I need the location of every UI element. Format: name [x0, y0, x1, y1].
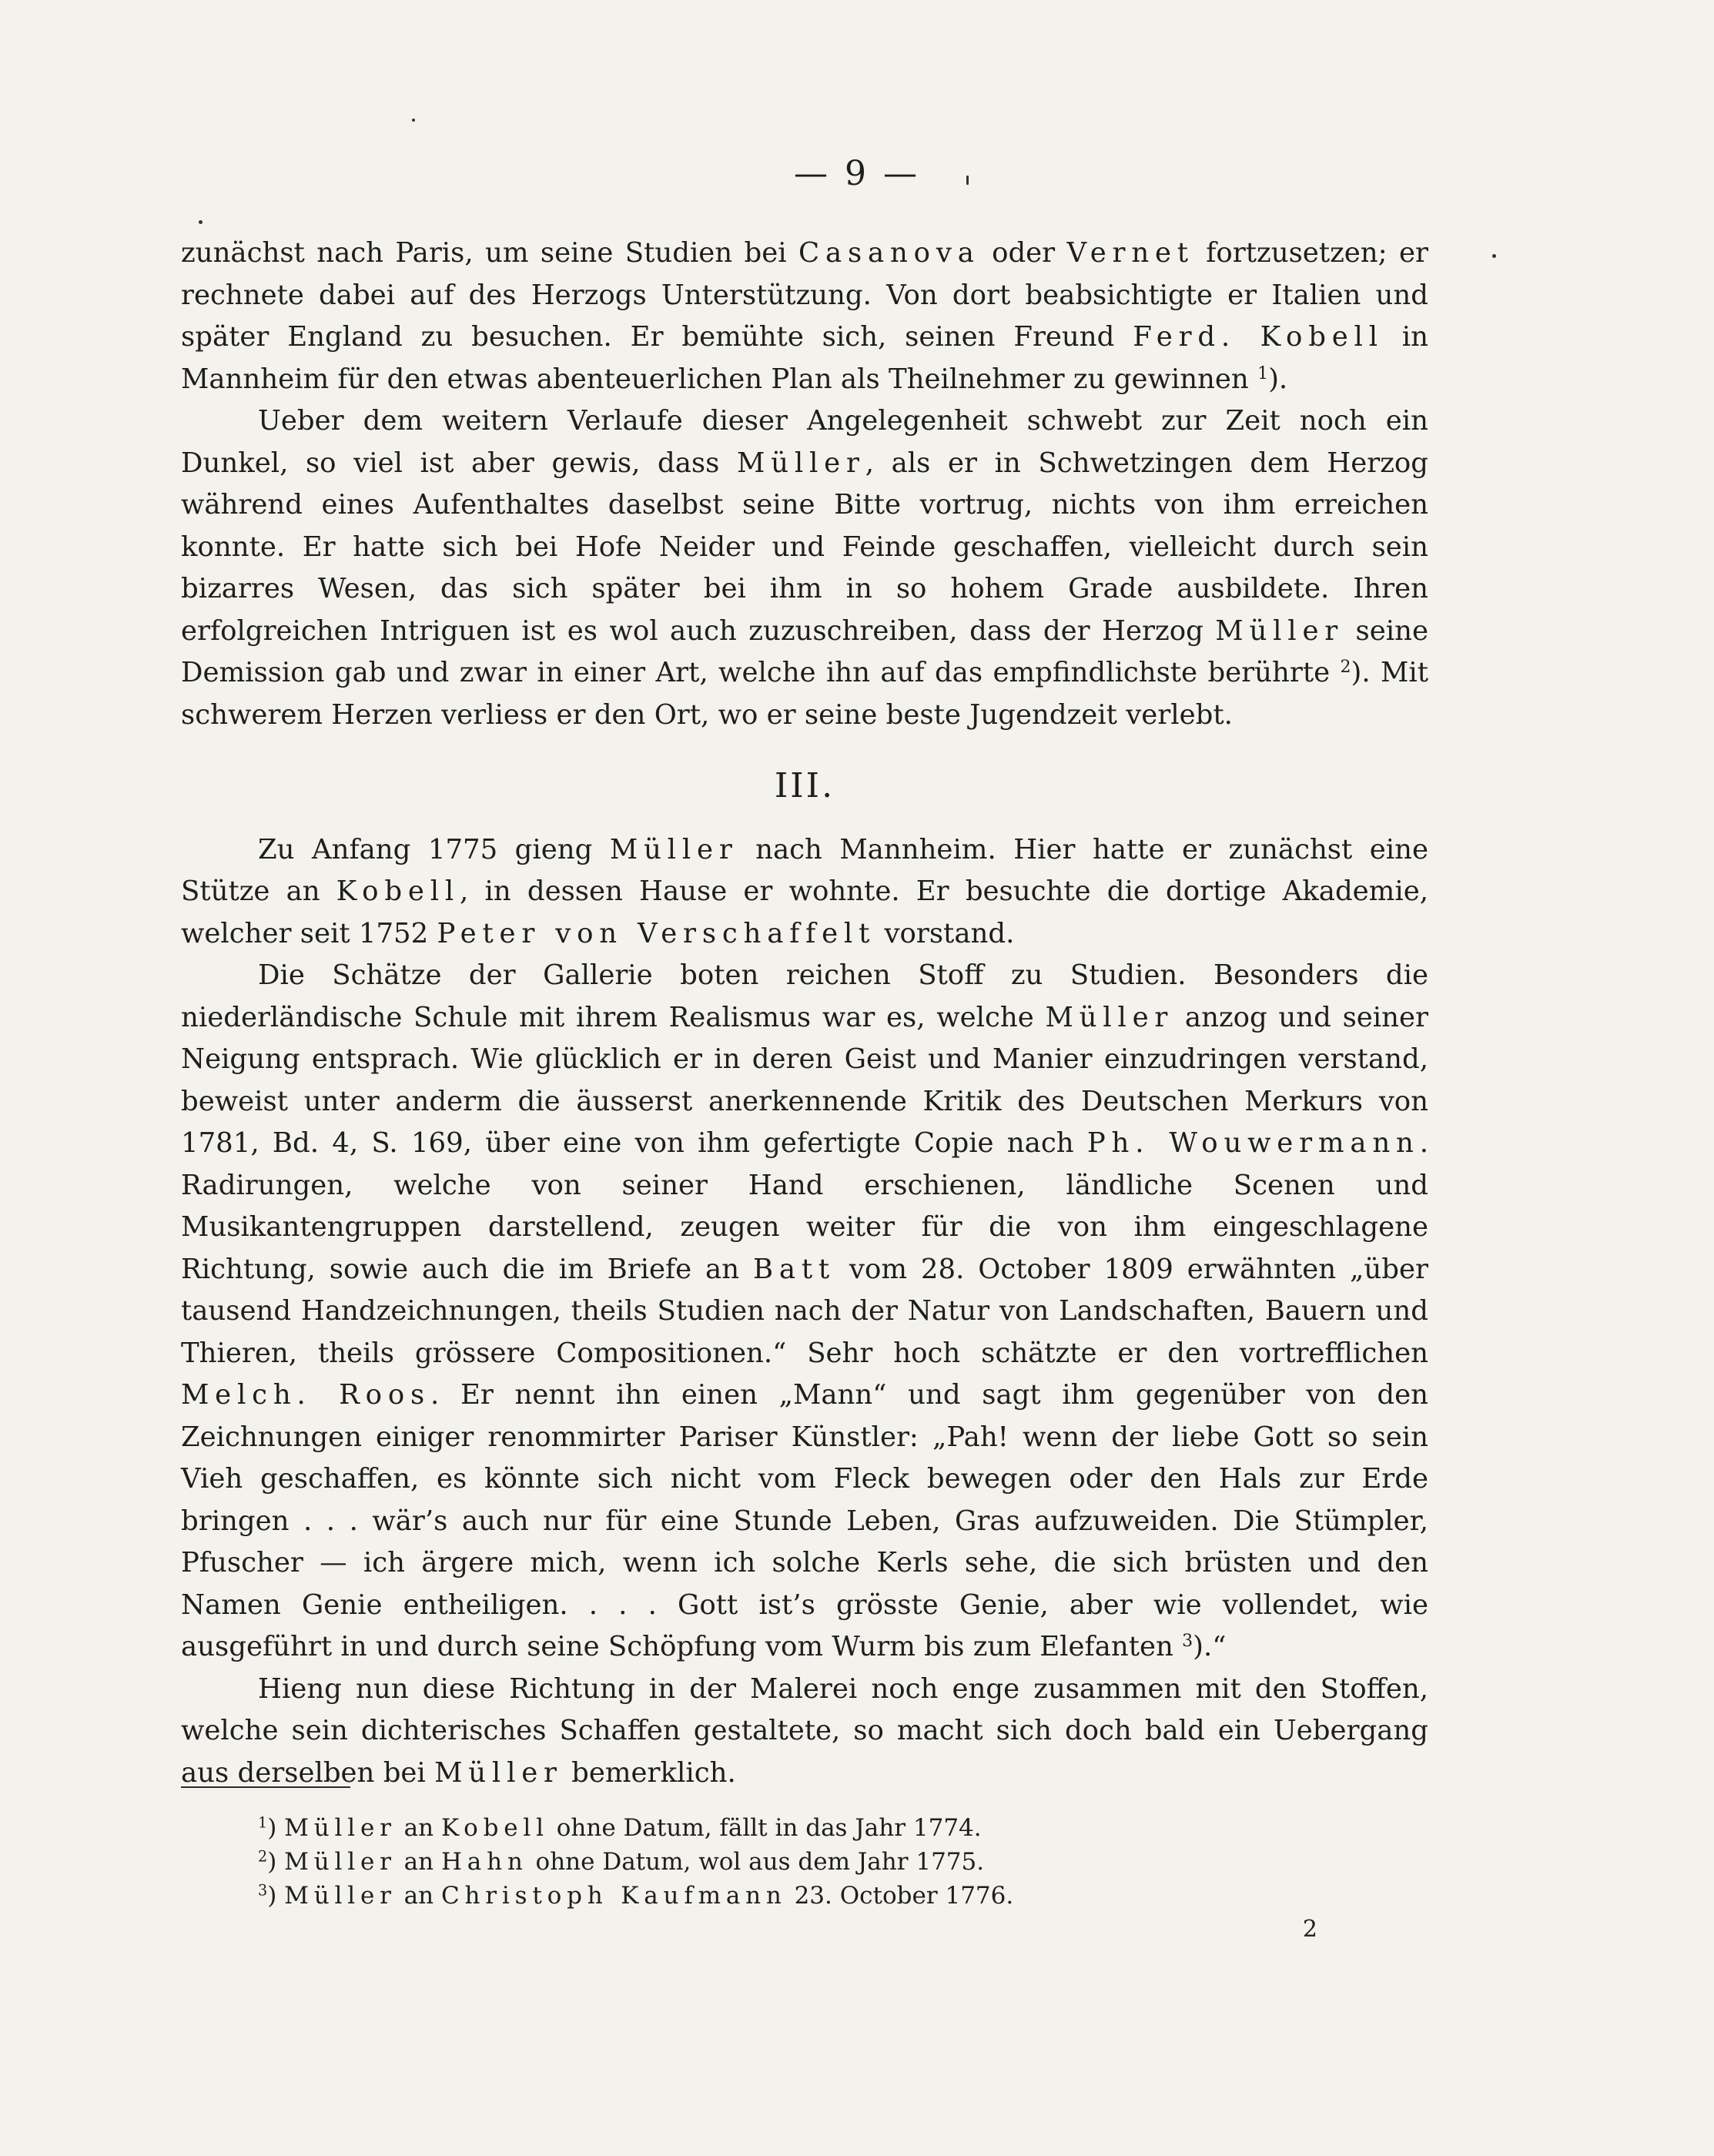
footnote-mark: 3 — [258, 1881, 268, 1900]
page-number: — 9 — — [794, 154, 920, 193]
spaced-name-kobell: Ferd. Kobell — [1133, 321, 1384, 353]
text-run: fortzusetzen; er rechnete dabei auf des Herzogs Unterstützung. Von dort beabsichtigte er Italien und später England zu besuchen. Er bemühte sich, seinen Freund — [181, 237, 1428, 353]
text-run: . Er nennt ihn einen „Mann“ und sagt ihm gegenüber von den Zeichnungen einiger renommirter Pariser Künstler: „Pah! wenn der liebe Gott so sein Vieh geschaffen, es könnte sich nicht vom Fleck bewegen oder den Hals zur Erde bringen . . . wär’s auch nur für eine Stunde Leben, Gras aufzuweiden. Die Stümpler, Pfuscher — ich ärgere mich, wenn ich solche Kerls sehe, die sich brüsten und den Namen Genie entheiligen. . . . Gott ist’s grösste Genie, aber wie vollendet, wie ausgeführt in und durch seine Schöpfung vom Wurm bis zum Elefanten — [181, 1379, 1428, 1662]
footnote-2: $^2$) Müller an Hahn ohne Datum, wol aus dem Jahr 1775. — [258, 1847, 985, 1876]
spaced-name: Kobell — [440, 1814, 549, 1842]
text-run: zunächst nach Paris, um seine Studien bei — [181, 237, 799, 269]
spaced-name-mueller: Müller — [1215, 614, 1344, 647]
spaced-name-roos: Melch. Roos — [181, 1379, 431, 1411]
body-text — [181, 233, 1428, 1794]
spaced-name-casanova: Casanova — [798, 237, 980, 269]
text-run: vom 28. October 1809 erwähnten „über tausend Handzeichnungen, theils Studien nach der Natur von Landschaften, Bauern und Thieren, theils grössere Compositionen.“ Sehr hoch schätzte er den vortrefflichen — [181, 1253, 1428, 1369]
text-run: vorstand. — [875, 917, 1015, 949]
paragraph-2 — [181, 400, 1428, 736]
footnotes — [258, 1811, 1259, 1913]
footnote-ref: 2 — [1340, 657, 1351, 677]
text-run: ).“ — [1193, 1631, 1227, 1662]
text-run: in Mannheim für den etwas abenteuerlichen Plan als Theilnehmer zu gewinnen — [181, 321, 1428, 395]
text-run: bemerklich. — [562, 1756, 736, 1789]
spaced-name: Müller — [284, 1848, 397, 1876]
text-run: Hieng nun diese Richtung in der Malerei noch enge zusammen mit den Stoffen, welche sein dichterisches Schaffen gestaltete, so macht sich doch bald ein Uebergang aus derselben bei — [181, 1672, 1428, 1789]
spaced-name: Hahn — [440, 1848, 528, 1876]
section-heading: III. — [774, 766, 835, 805]
text-run: 23. October 1776. — [786, 1882, 1014, 1910]
text-run: an — [396, 1882, 441, 1910]
spaced-name: Müller — [284, 1814, 397, 1842]
text-run: oder — [979, 237, 1067, 269]
footnote-ref: 1 — [1257, 363, 1269, 383]
text-run: ohne Datum, fällt in das Jahr 1774. — [548, 1814, 982, 1842]
text-run: . Radirungen, welche von seiner Hand erschienen, ländliche Scenen und Musikantengruppen darstellend, zeugen weiter für die von ihm eingeschlagene Richtung, sowie auch die im Briefe an — [181, 1127, 1429, 1285]
print-speck — [966, 176, 969, 185]
text-run: , in dessen Hause er wohnte. Er besuchte die dortige Akademie, welcher seit 1752 — [181, 875, 1428, 949]
spaced-name-batt: Batt — [752, 1253, 835, 1285]
print-speck — [1492, 254, 1496, 258]
spaced-name-wouwermann: Ph. Wouwermann — [1086, 1127, 1420, 1159]
text-run: anzog und seiner Neigung entsprach. Wie glücklich er in deren Geist und Manier einzudringen verstand, beweist unter anderm die äusserst anerkennende Kritik des Deutschen Merkurs von 1781, Bd. 4, S. 169, über eine von ihm gefertigte Copie nach — [181, 1001, 1428, 1159]
footnote-3: $^3$) Müller an Christoph Kaufmann 23. October 1776. — [258, 1881, 1014, 1910]
spaced-name-mueller: Müller — [1045, 1001, 1174, 1033]
spaced-name: Christoph Kaufmann — [440, 1882, 787, 1910]
footnote-mark: 1 — [258, 1813, 268, 1832]
spaced-name-mueller: Müller — [434, 1756, 563, 1789]
text-run: ohne Datum, wol aus dem Jahr 1775. — [527, 1848, 985, 1876]
text-run: ). — [1268, 363, 1288, 395]
text-run: , als er in Schwetzingen dem Herzog während eines Aufenthaltes daselbst seine Bitte vortrug, nichts von ihm erreichen konnte. Er hatte sich bei Hofe Neider und Feinde geschaffen, vielleicht durch sein bizarres Wesen, das sich später bei ihm in so hohem Grade ausbildete. Ihren erfolgreichen Intriguen ist es wol auch zuzuschreiben, dass der Herzog — [181, 447, 1428, 647]
text-run: ). Mit schwerem Herzen verliess er den Ort, wo er seine beste Jugendzeit verlebt. — [181, 657, 1429, 731]
footnote-1: $^1$) Müller an Kobell ohne Datum, fällt in das Jahr 1774. — [258, 1813, 982, 1842]
text-run: Zu Anfang 1775 gieng — [258, 833, 610, 865]
signature-mark: 2 — [1302, 1916, 1317, 1943]
print-speck — [412, 119, 415, 122]
text-run: nach Mannheim. Hier hatte er zunächst eine Stütze an — [181, 833, 1428, 907]
paragraph-5 — [181, 1669, 1428, 1795]
footnote-ref: 3 — [1182, 1631, 1193, 1651]
footnote-mark: 2 — [258, 1847, 268, 1866]
paragraph-3 — [181, 829, 1428, 956]
text-run: an — [396, 1814, 441, 1842]
spaced-name-mueller: Müller — [736, 447, 865, 479]
print-speck — [199, 220, 203, 224]
spaced-name-verschaffelt: Peter von Verschaffelt — [437, 917, 876, 949]
spaced-name: Müller — [284, 1882, 397, 1910]
text-run: Die Schätze der Gallerie boten reichen Stoff zu Studien. Besonders die niederländische Schule mit ihrem Realismus war es, welche — [181, 959, 1428, 1033]
spaced-name-vernet: Vernet — [1066, 237, 1194, 269]
text-run: an — [396, 1848, 441, 1876]
paragraph-4 — [181, 955, 1428, 1669]
spaced-name-mueller: Müller — [609, 833, 738, 865]
text-run: seine Demission gab und zwar in einer Art, welche ihn auf das empfindlichste berührte — [181, 614, 1428, 688]
spaced-name-kobell: Kobell — [336, 875, 460, 907]
text-run: Ueber dem weitern Verlaufe dieser Angelegenheit schwebt zur Zeit noch ein Dunkel, so viel ist aber gewis, dass — [181, 405, 1428, 479]
footnote-divider — [181, 1786, 350, 1788]
paragraph-1 — [181, 233, 1428, 400]
